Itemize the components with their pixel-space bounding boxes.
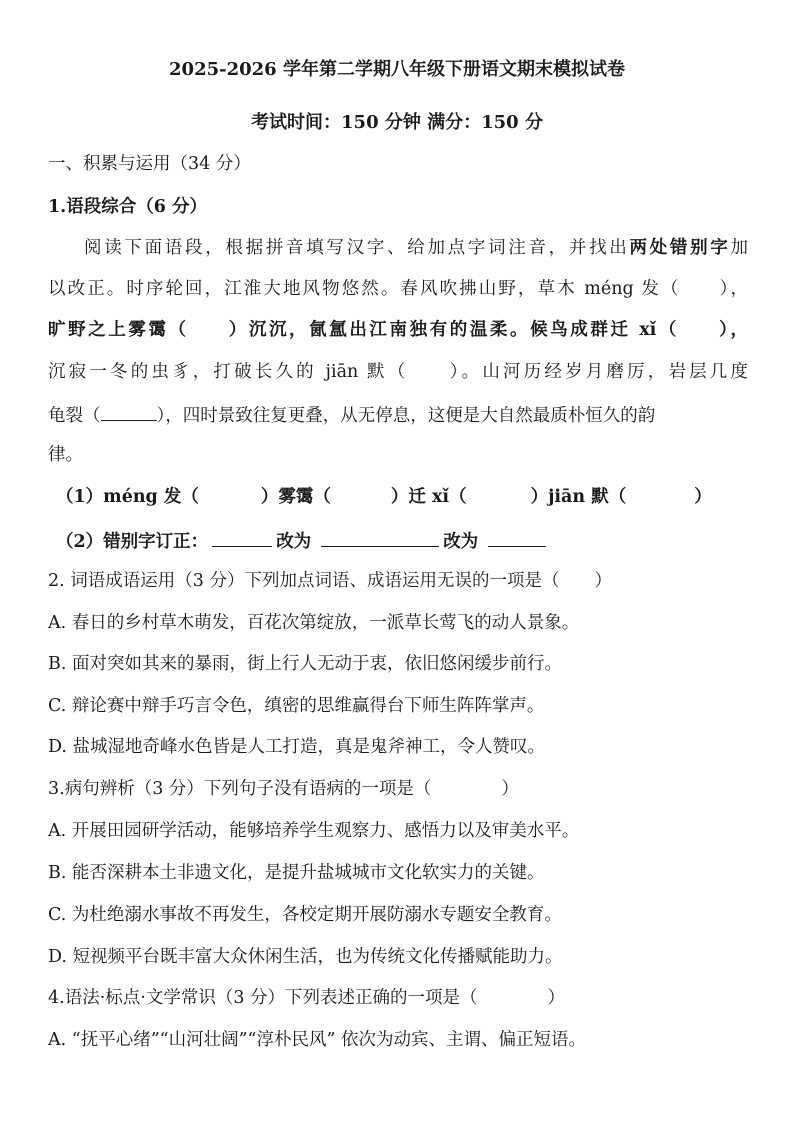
q1-paragraph-line-5 — [48, 402, 748, 428]
q1-subquestion-1 — [56, 485, 748, 509]
q1-para-text: 龟裂（ — [48, 406, 101, 426]
q1-paragraph-line-6: 律。 — [48, 445, 83, 465]
question-1-heading: 1.语段综合（6 分） — [48, 197, 208, 217]
q2-option-c: C. 辩论赛中辩手巧言令色，缜密的思维赢得台下师生阵阵掌声。 — [48, 696, 545, 716]
exam-title: 2025-2026 学年第二学期八年级下册语文期末模拟试卷 — [169, 59, 625, 80]
q4-option-a: A. “抚平心绪”“山河壮阔”“淳朴民风” 依次为动宾、主谓、偏正短语。 — [48, 1030, 587, 1050]
q1-blank[interactable] — [101, 402, 157, 421]
q1-para-text: ），四时景致往复更叠，从无停息，这便是大自然最质朴恒久的韵 — [156, 406, 656, 426]
q2-option-a: A. 春日的乡村草木萌发，百花次第绽放，一派草长莺飞的动人景象。 — [48, 613, 580, 633]
q2-option-d: D. 盐城湿地奇峰水色皆是人工打造，真是鬼斧神工，令人赞叹。 — [48, 737, 546, 757]
q3-option-b: B. 能否深耕本土非遗文化，是提升盐城城市文化软实力的关键。 — [48, 863, 545, 883]
q1-paragraph-line-1 — [84, 236, 748, 260]
q1-subquestion-2 — [56, 528, 748, 554]
q1-sub2-change: 改为 — [276, 532, 312, 552]
q1-sub2-change: 改为 — [443, 532, 479, 552]
q1-sub1-part: ）迁 xǐ（ — [390, 487, 467, 507]
q3-option-a: A. 开展田园研学活动，能够培养学生观察力、感悟力以及审美水平。 — [48, 821, 580, 841]
q2-option-b: B. 面对突如其来的暴雨，街上行人无动于衷，依旧悠闲缓步前行。 — [48, 654, 562, 674]
q1-wrong-char-blank[interactable] — [212, 528, 272, 547]
exam-info: 考试时间：150 分钟 满分：150 分 — [251, 112, 543, 133]
q1-sub1-part: （1）méng 发（ — [56, 487, 199, 507]
q1-para-text: 阅读下面语段，根据拼音填写汉字、给加点字词注音，并找出 — [84, 238, 630, 258]
q1-sub1-part: ） — [694, 487, 712, 507]
q1-para-emphasis: 两处错别字 — [629, 238, 731, 258]
q1-para-text: 加 — [730, 238, 748, 258]
q1-paragraph-line-3: 旷野之上雾霭（ ）沉沉，氤氲出江南独有的温柔。候鸟成群迁 xǐ（ ）， — [48, 320, 748, 340]
question-3-heading: 3.病句辨析（3 分）下列句子没有语病的一项是（ ） — [48, 779, 519, 799]
q1-correction-blank[interactable] — [321, 528, 439, 547]
q3-option-d: D. 短视频平台既丰富大众休闲生活，也为传统文化传播赋能助力。 — [48, 947, 563, 967]
question-4-heading: 4.语法·标点·文学常识（3 分）下列表述正确的一项是（ ） — [48, 988, 566, 1008]
question-2-heading: 2. 词语成语运用（3 分）下列加点词语、成语运用无误的一项是（ ） — [48, 571, 612, 591]
q1-sub2-label: （2）错别字订正： — [56, 532, 209, 552]
q1-paragraph-line-4: 沉寂一冬的虫豸，打破长久的 jiān 默（ ）。山河历经岁月磨厉，岩层几度 — [48, 362, 748, 382]
q3-option-c: C. 为杜绝溺水事故不再发生，各校定期开展防溺水专题安全教育。 — [48, 905, 562, 925]
q1-correction-blank[interactable] — [488, 528, 546, 547]
q1-sub1-part: ）雾霭（ — [260, 487, 331, 507]
section-heading: 一、积累与运用（34 分） — [48, 154, 251, 174]
q1-paragraph-line-2: 以改正。时序轮回，江淮大地风物悠然。春风吹拂山野，草木 méng 发（ ）， — [48, 279, 748, 299]
q1-sub1-part: ）jiān 默（ — [530, 487, 627, 507]
